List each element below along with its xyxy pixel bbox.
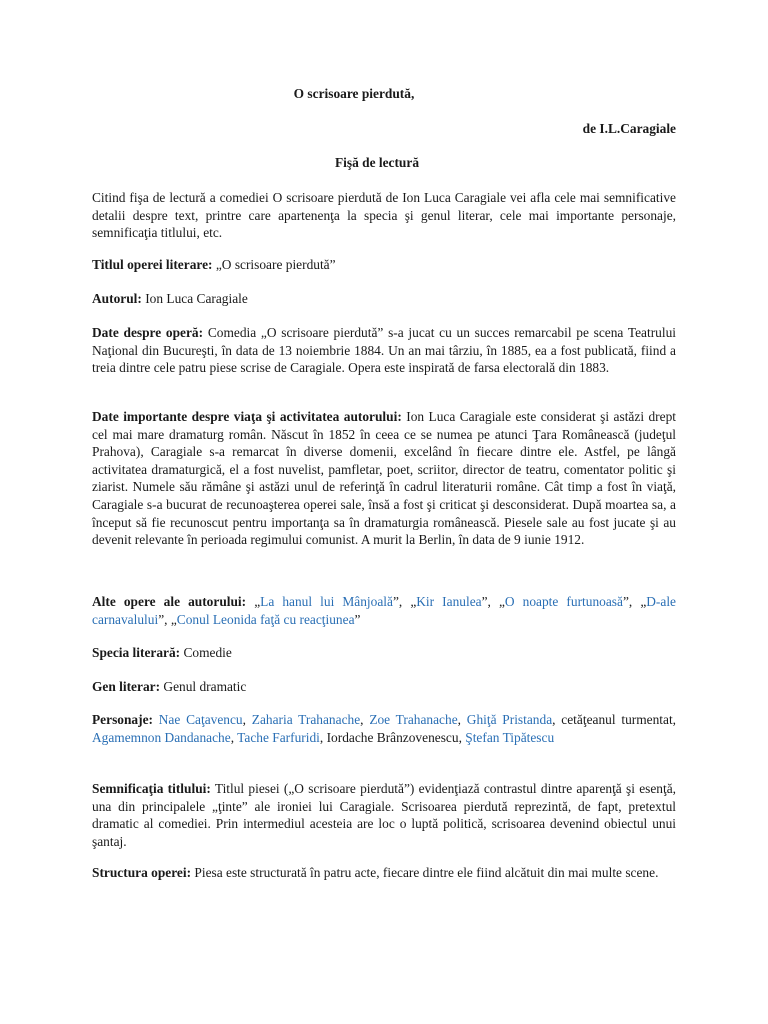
quote-open: „	[498, 594, 505, 609]
separator: ,	[487, 594, 499, 609]
alte-opere-paragraph	[92, 593, 676, 628]
work-link[interactable]: La hanul lui Mânjoală	[260, 594, 393, 609]
character-link[interactable]: Zoe Trahanache	[369, 712, 458, 727]
alte-opere-label: Alte opere ale autorului:	[92, 594, 247, 609]
quote-open: „	[254, 594, 261, 609]
autorul-paragraph	[92, 290, 676, 308]
quote-close: ”	[622, 594, 629, 609]
autorul-label: Autorul:	[92, 291, 142, 306]
titlul-label: Titlul operei literare:	[92, 257, 213, 272]
date-opera-paragraph	[92, 324, 676, 377]
character-link[interactable]: Ghiţă Pristanda	[466, 712, 553, 727]
specia-value: Comedie	[183, 645, 232, 660]
character-link[interactable]: Tache Farfuridi	[237, 729, 320, 745]
autorul-value: Ion Luca Caragiale	[145, 291, 248, 306]
intro-paragraph: Citind fişa de lectură a comediei O scrisoare pierdută de Ion Luca Caragiale vei afla cele mai semnificative detalii despre text, printre care apartenenţa la specia şi genul literar, cele mai importante personaje, semnificaţia titlului, etc.	[92, 190, 676, 241]
character-link[interactable]: Nae Caţavencu	[158, 712, 243, 727]
date-autor-paragraph	[92, 408, 676, 549]
titlul-paragraph	[92, 256, 676, 274]
semnificatia-paragraph	[92, 780, 676, 850]
quote-close: ”	[392, 594, 399, 609]
separator: ,	[398, 594, 411, 609]
quote-close: ”	[354, 611, 361, 627]
structura-label: Structura operei:	[92, 865, 192, 880]
work-link[interactable]: D-ale carnavalului	[92, 594, 677, 627]
separator: ,	[164, 611, 171, 627]
semnificatia-value: Titlul piesei („O scrisoare pierdută”) evidenţiază contrastul dintre aparenţă şi esenţă, una din principalele „ţinte” ale ironiei lui Caragiale. Scrisoarea pierdută reprezintă, de fapt, pretextul dramatic al comediei. Prin intermediul acesteia are loc o luptă politică, scrisoarea devenind obiectul unui şantaj.	[92, 781, 676, 849]
date-autor-label: Date importante despre viaţa şi activitatea autorului:	[92, 409, 402, 424]
gen-label: Gen literar:	[92, 679, 161, 694]
work-link[interactable]: Conul Leonida faţă cu reacţiunea	[176, 611, 355, 627]
personaje-label: Personaje:	[92, 712, 153, 727]
specia-label: Specia literară:	[92, 645, 181, 660]
titlul-value: „O scrisoare pierdută”	[215, 257, 336, 272]
quote-close: ”	[481, 594, 488, 609]
date-opera-label: Date despre operă:	[92, 325, 204, 340]
character-link[interactable]: Agamemnon Dandanache	[92, 729, 231, 745]
specia-paragraph	[92, 644, 676, 662]
document-author: de I.L.Caragiale	[582, 121, 676, 136]
semnificatia-label: Semnificaţia titlului:	[92, 781, 211, 796]
work-link[interactable]: Kir Ianulea	[416, 594, 482, 609]
work-link[interactable]: O noapte furtunoasă	[504, 594, 623, 609]
document-title: O scrisoare pierdută,	[293, 86, 415, 101]
character-text: cetăţeanul turmentat	[561, 712, 673, 727]
character-text: Iordache Brânzovenescu	[326, 729, 459, 745]
date-autor-value: Ion Luca Caragiale este considerat şi astăzi drept cel mai mare dramaturg român. Născut în 1852 în ceea ce se numea pe atunci Ţara Românească (judeţul Prahova), Caragiale s-a remarcat în diverse domenii, excelând în fiecare dintre ele. Astfel, pe lângă activitatea dramaturgică, el a fost nuvelist, pamfletar, poet, scriitor, director de teatru, comentator politic şi ziarist. Numele său rămâne şi astăzi unul de referinţă în cadrul literaturii române. Cât timp a fost în viaţă, Caragiale s-a bucurat de recunoaşterea operei sale, însă a fost şi criticat şi desconsiderat. După moartea sa, a început să fie recunoscut pentru importanţa sa în dramaturgia românească. Piesele sale au fost jucate şi au devenit relevante în perioada regimului comunist. A murit la Berlin, în data de 9 iunie 1912.	[92, 409, 676, 548]
gen-value: Genul dramatic	[163, 679, 247, 694]
document-subtitle: Fişă de lectură	[334, 155, 420, 170]
character-link[interactable]: Ştefan Tipătescu	[465, 729, 555, 745]
date-opera-value: Comedia „O scrisoare pierdută” s-a jucat cu un succes remarcabil pe scena Teatrului Naţional din Bucureşti, în data de 13 noiembrie 1884. Un an mai târziu, în 1885, ea a fost publicată, fiind a treia dintre cele patru piese scrise de Caragiale. Opera este inspirată de farsa electorală din 1883.	[92, 325, 676, 376]
gen-paragraph	[92, 678, 676, 696]
structura-paragraph	[92, 864, 676, 882]
character-link[interactable]: Zaharia Trahanache	[251, 712, 361, 727]
structura-value: Piesa este structurată în patru acte, fiecare dintre ele fiind alcătuit din mai multe scene.	[194, 865, 659, 880]
separator: ,	[628, 594, 641, 609]
quote-open: „	[170, 611, 177, 627]
quote-open: „	[410, 594, 417, 609]
personaje-paragraph: Personaje: Nae Caţavencu, Zaharia Trahanache, Zoe Trahanache, Ghiţă Pristanda, cetăţeanul turmentat, Agamemnon Dandanache, Tache Farfuridi, Iordache Brânzovenescu, Ştefan Tipătescu	[92, 712, 677, 745]
quote-close: ”	[158, 611, 165, 627]
quote-open: „	[640, 594, 647, 609]
